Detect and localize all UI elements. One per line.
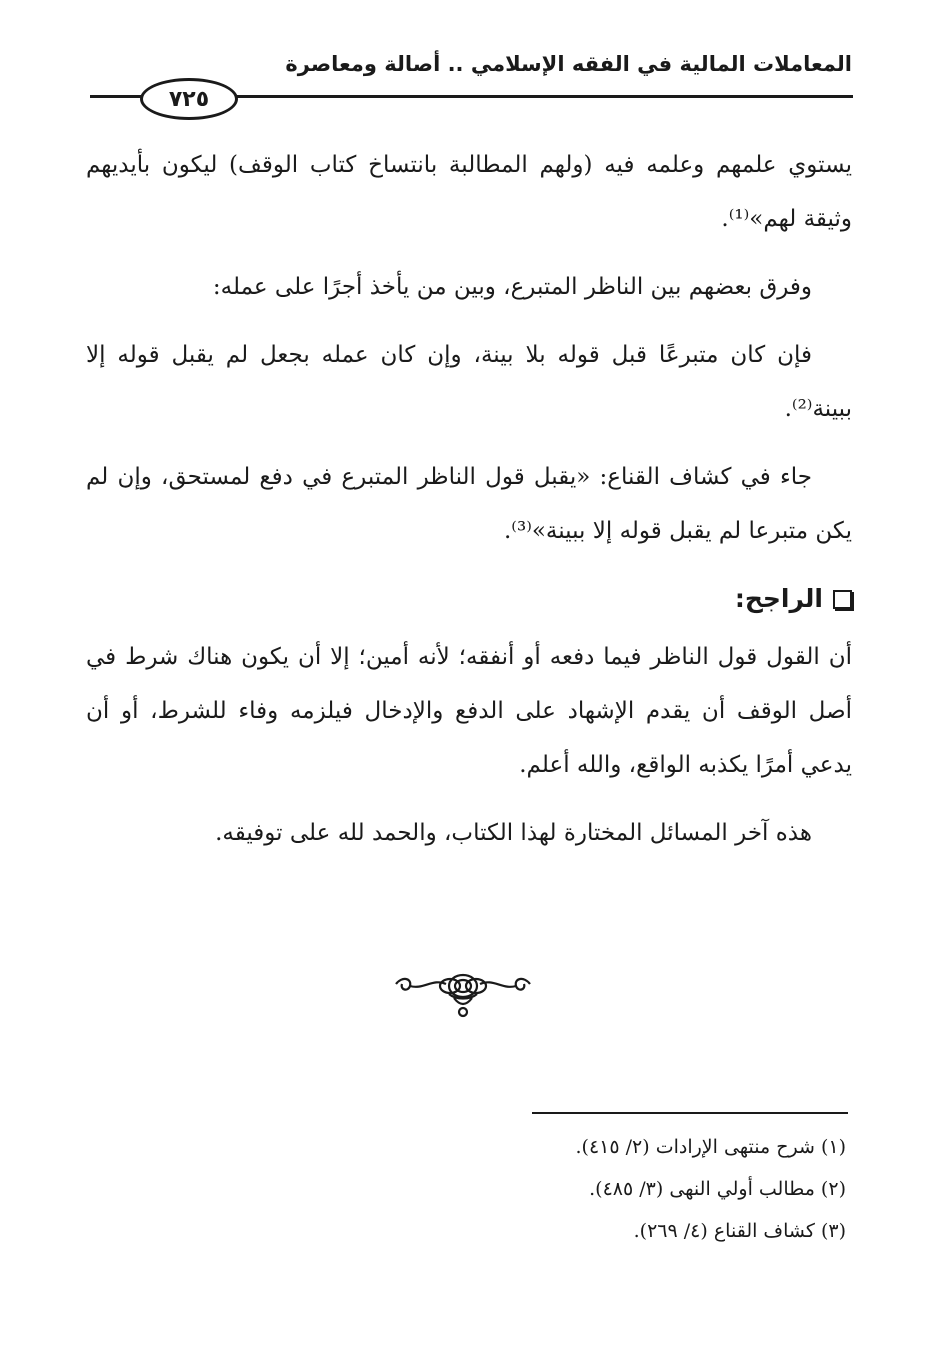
ornament-divider-icon bbox=[388, 964, 538, 1024]
main-text bbox=[86, 138, 852, 874]
footnotes bbox=[246, 1126, 846, 1252]
conclusion-paragraph-2: هذه آخر المسائل المختارة لهذا الكتاب، والحمد لله على توفيقه. bbox=[215, 820, 812, 846]
conclusion-paragraph-1: أن القول قول الناظر فيما دفعه أو أنفقه؛ لأنه أمين؛ إلا أن يكون هناك شرط في أصل الوقف أن يقدم الإشهاد على الدفع والإدخال فيلزمه وفاء للشرط، أو أن يدعي أمرًا يكذبه الواقع، والله أعلم. bbox=[86, 644, 852, 778]
paragraph-1: يستوي علمهم وعلمه فيه (ولهم المطالبة بانتساخ كتاب الوقف) ليكون بأيديهم وثيقة لهم»⁽¹⁾. bbox=[86, 152, 852, 232]
page-number: ٧٢٥ bbox=[140, 78, 238, 120]
section-heading bbox=[86, 572, 852, 626]
running-header-title: المعاملات المالية في الفقه الإسلامي .. أصالة ومعاصرة bbox=[285, 52, 852, 76]
paragraph-3: فإن كان متبرعًا قبل قوله بلا بينة، وإن كان عمله بجعل لم يقبل قوله إلا ببينة⁽²⁾. bbox=[86, 342, 852, 422]
checkbox-square-icon bbox=[833, 590, 852, 609]
footnote-3: (٣) كشاف القناع (٤/ ٢٦٩). bbox=[633, 1220, 846, 1242]
paragraph-2: وفرق بعضهم بين الناظر المتبرع، وبين من يأخذ أجرًا على عمله: bbox=[212, 274, 812, 300]
paragraph-4: جاء في كشاف القناع: «يقبل قول الناظر المتبرع في دفع لمستحق، وإن لم يكن متبرعا لم يقبل قوله إلا ببينة»⁽³⁾. bbox=[86, 464, 852, 544]
heading-label: الراجح: bbox=[734, 584, 823, 613]
footnote-1: (١) شرح منتهى الإرادات (٢/ ٤١٥). bbox=[575, 1136, 846, 1158]
footnote-2: (٢) مطالب أولي النهى (٣/ ٤٨٥). bbox=[589, 1178, 846, 1200]
footnote-rule bbox=[532, 1112, 848, 1114]
